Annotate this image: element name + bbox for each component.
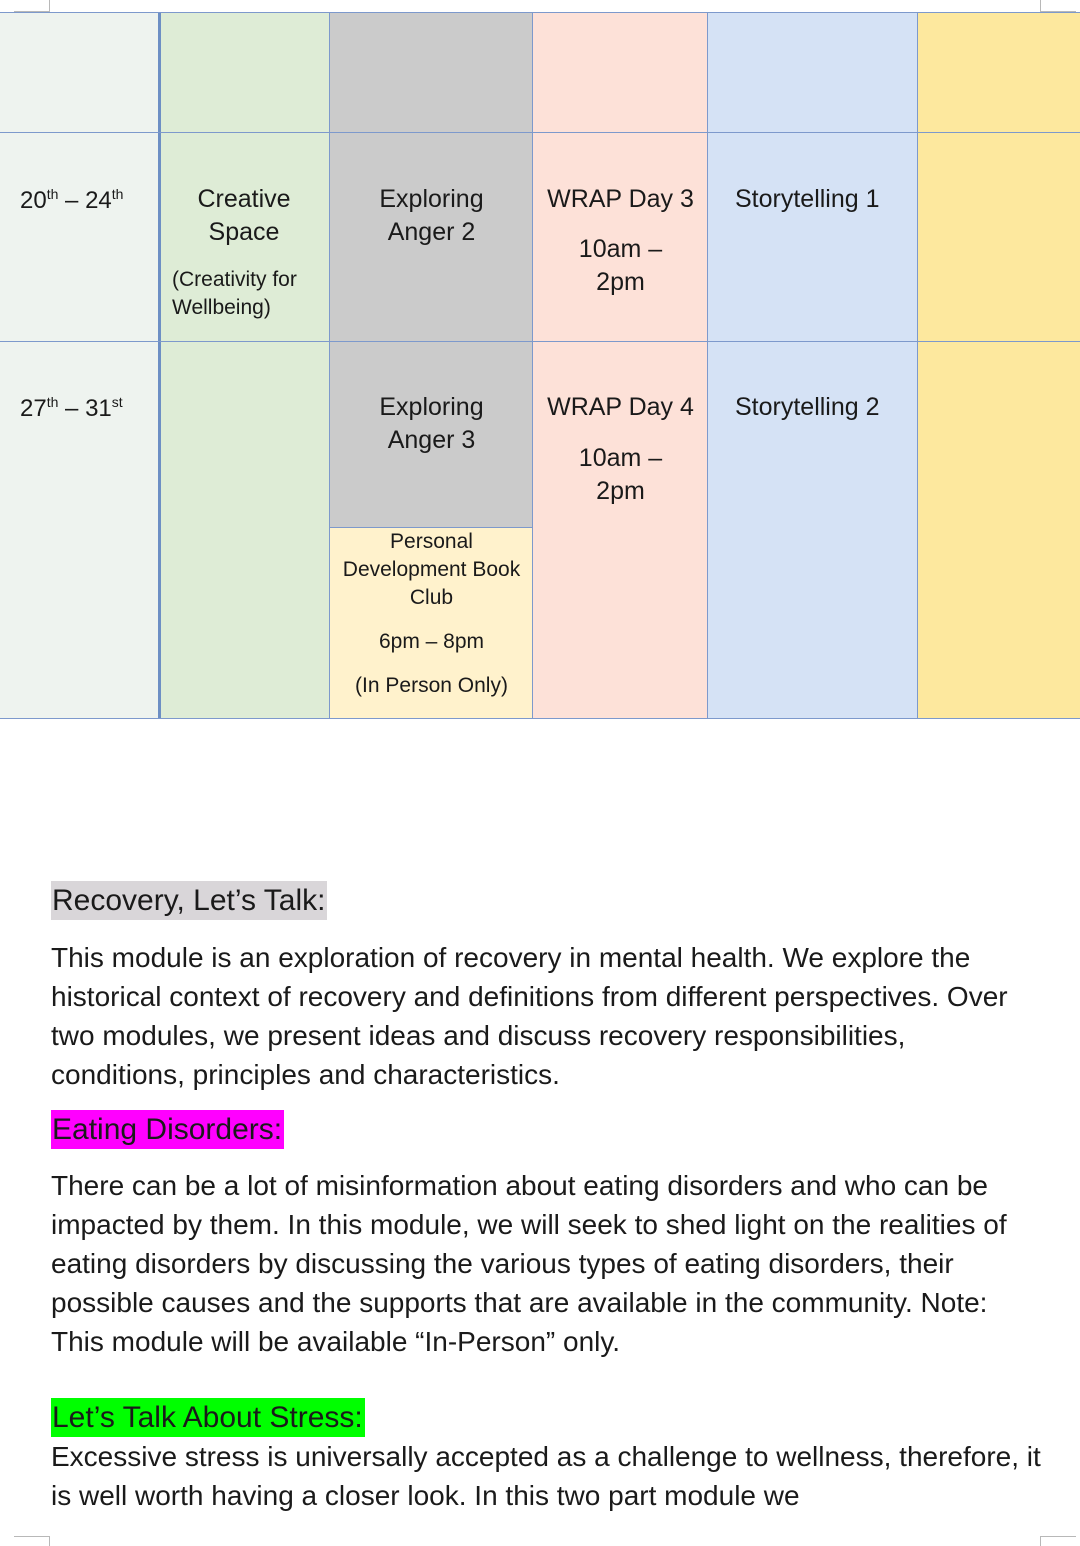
section-body: This module is an exploration of recovery in mental health. We explore the historical context of recovery and definitions from different perspectives. Over two modules, we present ideas and discuss recovery responsibilities, conditions, principles and characteristics. bbox=[51, 942, 1008, 1090]
section-heading: Let’s Talk About Stress: bbox=[51, 1398, 365, 1437]
row-divider bbox=[0, 341, 1080, 342]
row-divider bbox=[0, 12, 1080, 13]
schedule-table bbox=[0, 12, 1080, 719]
session-title: Creative Space bbox=[197, 185, 291, 246]
session-title: Storytelling 2 bbox=[735, 393, 880, 421]
session-time: 10am – 2pm bbox=[578, 235, 663, 296]
week-date: 27th – 31st bbox=[20, 394, 123, 422]
book-club-time: 6pm – 8pm bbox=[378, 630, 485, 653]
extra-column bbox=[918, 12, 1080, 719]
page-corner-mark bbox=[1040, 0, 1076, 12]
column-divider bbox=[532, 12, 533, 719]
section-body: Excessive stress is universally accepted as a challenge to wellness, therefore, it is well worth having a closer look. In this two part module we bbox=[51, 1441, 1041, 1511]
page-corner-mark bbox=[14, 0, 50, 12]
book-club-title: Personal Development Book Club bbox=[342, 530, 521, 609]
book-club-note: (In Person Only) bbox=[355, 674, 508, 697]
column-divider bbox=[707, 12, 708, 719]
session-title: WRAP Day 3 bbox=[547, 185, 694, 213]
date-column bbox=[0, 12, 158, 719]
session-title: WRAP Day 4 bbox=[547, 393, 694, 421]
creative-column bbox=[158, 12, 330, 719]
session-subtitle: (Creativity for Wellbeing) bbox=[172, 268, 297, 319]
section-body: There can be a lot of misinformation about eating disorders and who can be impacted by them. In this module, we will seek to shed light on the realities of eating disorders by discussing the various types of eating disorders, their possible causes and the supports that are available in the community. Note: This module will be available “In-Person” only. bbox=[51, 1170, 1007, 1357]
book-club-cell bbox=[330, 527, 533, 719]
storytelling-column bbox=[708, 12, 918, 719]
section-heading: Recovery, Let’s Talk: bbox=[51, 881, 327, 920]
session-title: Storytelling 1 bbox=[735, 185, 880, 213]
session-time: 10am – 2pm bbox=[578, 444, 663, 505]
week-date: 20th – 24th bbox=[20, 186, 124, 214]
session-title: Exploring Anger 3 bbox=[379, 393, 484, 454]
section-heading: Eating Disorders: bbox=[51, 1110, 284, 1149]
page-corner-mark bbox=[14, 1536, 50, 1546]
row-divider bbox=[0, 132, 1080, 133]
wrap-column bbox=[533, 12, 708, 719]
column-divider bbox=[917, 12, 918, 719]
row-divider bbox=[0, 718, 1080, 719]
session-title: Exploring Anger 2 bbox=[379, 185, 484, 246]
page-corner-mark bbox=[1040, 1536, 1076, 1546]
column-divider bbox=[329, 12, 330, 719]
